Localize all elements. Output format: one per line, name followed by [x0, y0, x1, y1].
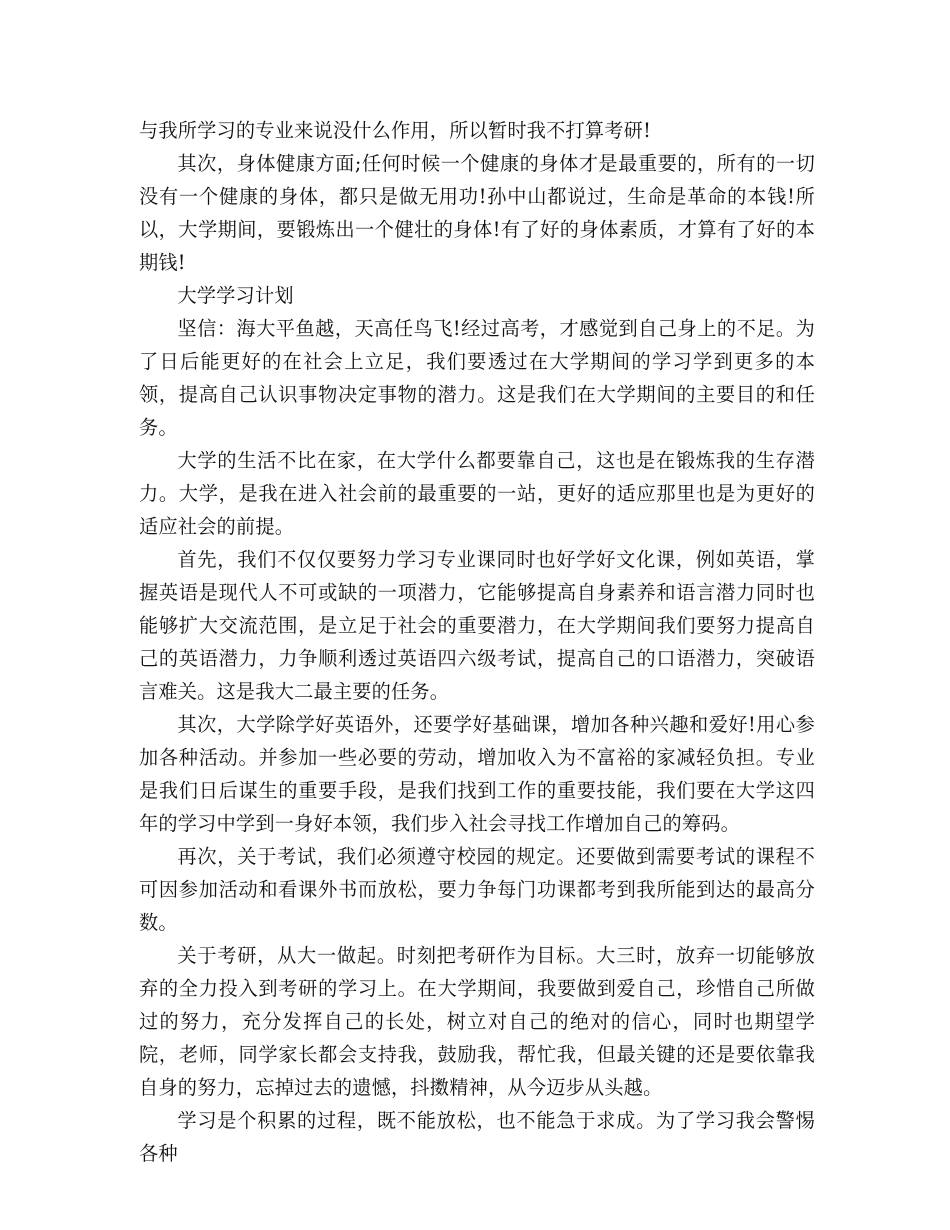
paragraph-4: 大学的生活不比在家，在大学什么都要靠自己，这也是在锻炼我的生存潜力。大学，是我在进入社会前的最重要的一站，更好的适应那里也是为更好的适应社会的前提。	[139, 449, 815, 538]
paragraph-9: 学习是个积累的过程，既不能放松，也不能急于求成。为了学习我会警惕各种	[139, 1109, 815, 1165]
paragraph-1: 与我所学习的专业来说没什么作用，所以暂时我不打算考研!	[139, 119, 651, 142]
paragraph-5: 首先，我们不仅仅要努力学习专业课同时也好学好文化课，例如英语，掌握英语是现代人不可或缺的一项潜力，它能够提高自身素养和语言潜力同时也能够扩大交流范围，是立足于社会的重要潜力，在大学期间我们要努力提高自己的英语潜力，力争顺利透过英语四六级考试，提高自己的口语潜力，突破语言难关。这是我大二最主要的任务。	[139, 548, 815, 703]
section-heading: 大学学习计划	[177, 284, 294, 307]
paragraph-7: 再次，关于考试，我们必须遵守校园的规定。还要做到需要考试的课程不可因参加活动和看课外书而放松，要力争每门功课都考到我所能到达的最高分数。	[139, 845, 815, 934]
paragraph-8: 关于考研，从大一做起。时刻把考研作为目标。大三时，放弃一切能够放弃的全力投入到考研的学习上。在大学期间，我要做到爱自己，珍惜自己所做过的努力，充分发挥自己的长处，树立对自己的绝对的信心，同时也期望学院，老师，同学家长都会支持我，鼓励我，帮忙我，但最关键的还是要依靠我自身的努力，忘掉过去的遗憾，抖擞精神，从今迈步从头越。	[139, 944, 815, 1099]
paragraph-6: 其次，大学除学好英语外，还要学好基础课，增加各种兴趣和爱好!用心参加各种活动。并参加一些必要的劳动，增加收入为不富裕的家减轻负担。专业是我们日后谋生的重要手段，是我们找到工作的重要技能，我们要在大学这四年的学习中学到一身好本领，我们步入社会寻找工作增加自己的筹码。	[139, 713, 815, 835]
paragraph-2: 其次，身体健康方面;任何时候一个健康的身体才是最重要的，所有的一切没有一个健康的身体，都只是做无用功!孙中山都说过，生命是革命的本钱!所以，大学期间，要锻炼出一个健壮的身体!有了好的身体素质，才算有了好的本期钱!	[139, 152, 815, 274]
document-body	[139, 114, 815, 1170]
paragraph-3: 坚信：海大平鱼越，天高任鸟飞!经过高考，才感觉到自己身上的不足。为了日后能更好的在社会上立足，我们要透过在大学期间的学习学到更多的本领，提高自己认识事物决定事物的潜力。这是我们在大学期间的主要目的和任务。	[139, 317, 815, 439]
